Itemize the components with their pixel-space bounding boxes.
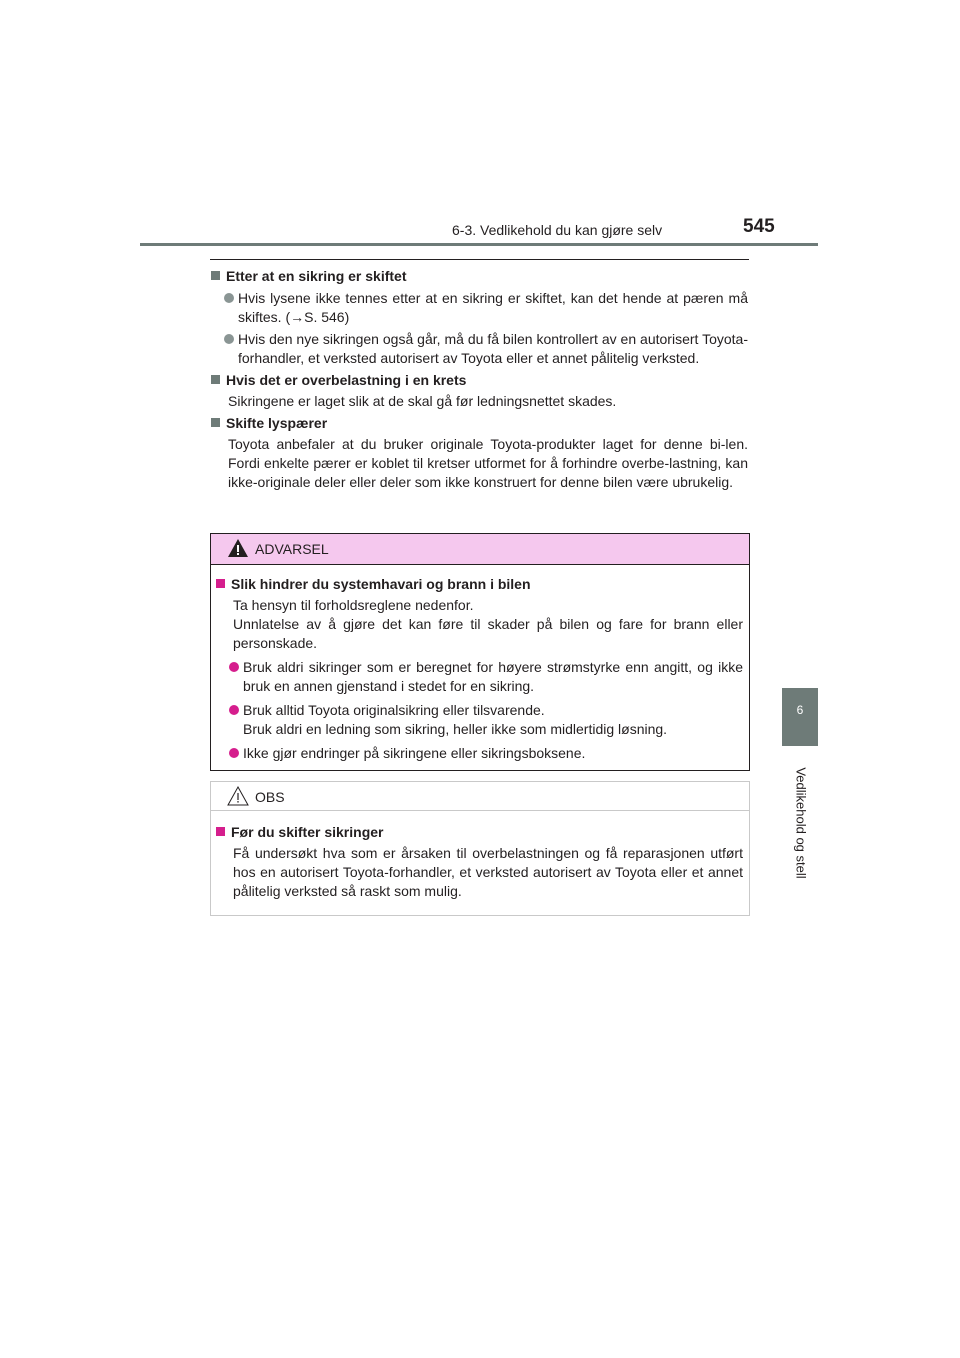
chapter-tab-number: 6 (782, 688, 818, 746)
square-bullet-icon (211, 271, 220, 280)
square-bullet-icon (211, 375, 220, 384)
chapter-tab-label (783, 760, 819, 885)
list-item: Bruk aldri sikringer som er beregnet for høyere strømstyrke enn angitt, og ikke bruk en annen gjenstand i stedet for en sikring. (215, 658, 743, 696)
warning-heading: Slik hindrer du systemhavari og brann i bilen (215, 575, 743, 594)
circle-bullet-icon (229, 705, 239, 715)
circle-bullet-icon (224, 334, 234, 344)
square-bullet-icon (216, 579, 225, 588)
section-text: Sikringene er laget slik at de skal gå før ledningsnettet skades. (228, 393, 617, 409)
circle-bullet-icon (224, 293, 234, 303)
square-bullet-icon (211, 418, 220, 427)
circle-bullet-icon (229, 662, 239, 672)
warning-intro: Ta hensyn til forholdsreglene nedenfor. (233, 597, 474, 613)
section-heading: Skifte lyspærer (210, 414, 748, 433)
warning-body (211, 565, 749, 763)
notice-box (210, 781, 750, 916)
section-heading: Etter at en sikring er skiftet (210, 267, 748, 286)
list-item: Bruk alltid Toyota originalsikring eller tilsvarende. Bruk aldri en ledning som sikring, heller ikke som midlertidig løsning. (215, 701, 743, 739)
list-item: Hvis lysene ikke tennes etter at en sikring er skiftet, kan det hende at pæren må skiftes. (→S. 546) (210, 289, 748, 327)
notice-header (211, 782, 749, 811)
page-number: 545 (743, 216, 775, 237)
square-bullet-icon (216, 827, 225, 836)
chapter-tab-label-text: Vedlikehold og stell (793, 766, 809, 879)
warning-box (210, 533, 750, 771)
notice-body (211, 811, 749, 901)
main-content (210, 264, 748, 492)
section-heading: Hvis det er overbelastning i en krets (210, 371, 748, 390)
warning-header (211, 534, 749, 565)
list-item: Hvis den nye sikringen også går, må du få bilen kontrollert av en autorisert Toyota-forhandler, et verksted autorisert av Toyota eller et annet pålitelig verksted. (210, 330, 748, 368)
section-title: 6-3. Vedlikehold du kan gjøre selv (452, 222, 663, 238)
warning-intro: Unnlatelse av å gjøre det kan føre til skader på bilen og fare for brann eller personskade. (233, 616, 743, 651)
circle-bullet-icon (229, 748, 239, 758)
header-divider (140, 243, 818, 246)
content-top-rule (210, 259, 749, 260)
notice-text: Få undersøkt hva som er årsaken til overbelastningen og få reparasjonen utført hos en autorisert Toyota-forhandler, et verksted autorisert av Toyota eller et annet pålitelig verksted så raskt som mulig. (233, 845, 743, 899)
caution-triangle-icon (227, 785, 249, 807)
notice-heading: Før du skifter sikringer (215, 823, 743, 842)
warning-label: ADVARSEL (255, 541, 329, 557)
list-item: Ikke gjør endringer på sikringene eller sikringsboksene. (215, 744, 743, 763)
warning-triangle-icon (227, 537, 249, 559)
section-text: Toyota anbefaler at du bruker originale Toyota-produkter laget for denne bi-len. Fordi enkelte pærer er koblet til kretser utformet for å forhindre overbe-lastning, kan ikke-originale deler eller deler som ikke konstruert for denne bilen være ubrukelig. (228, 436, 748, 490)
notice-label: OBS (255, 789, 285, 805)
